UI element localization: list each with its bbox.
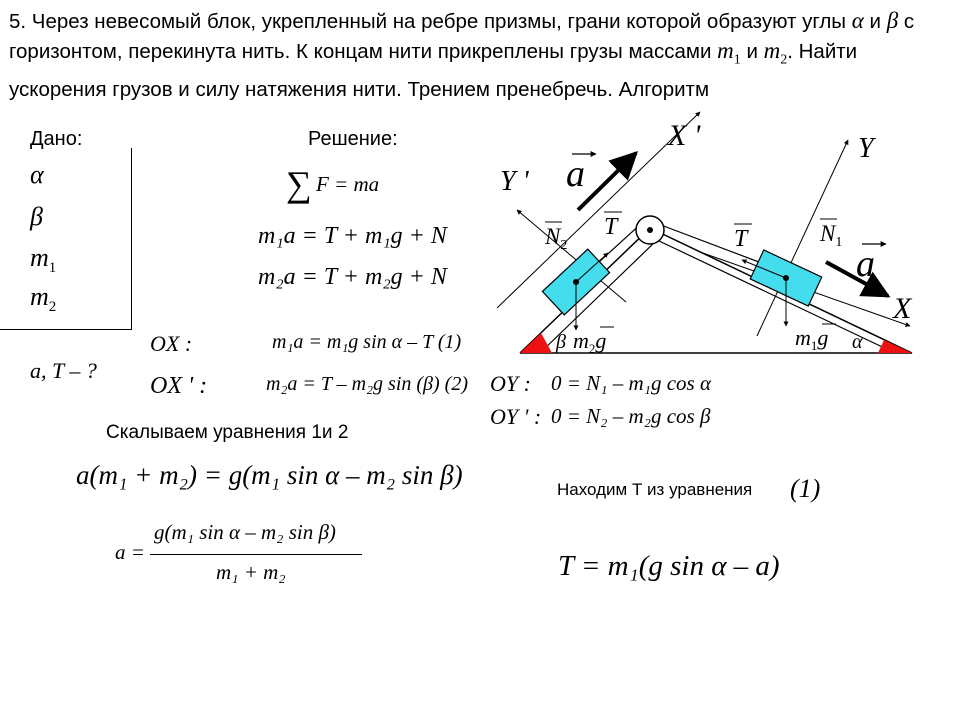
label-n1: $N_1$ — [820, 221, 843, 250]
ox-equation-1: m₁a = m₁g sin α – T (1) — [272, 331, 462, 353]
oy-equation-2: 0 = N₂ – m₂g cos β — [551, 404, 711, 428]
label-x-prime: X ' — [668, 119, 701, 152]
label-y-prime: Y ' — [500, 166, 529, 197]
problem-text-3: . Найти ускорения грузов и силу натяжения нити. Трением пренебречь. Алгоритм — [9, 40, 858, 101]
label-alpha: α — [852, 331, 863, 353]
problem-and-1: и — [869, 10, 881, 33]
oy-label: OY : — [490, 371, 531, 396]
ox-label: OX : — [150, 331, 193, 356]
find-t-reference: (1) — [790, 474, 821, 503]
label-m2g: $m_2g$ — [573, 328, 607, 356]
label-a-right: a — [856, 243, 875, 285]
beta-angle-marker — [520, 333, 552, 353]
given-m1: $m_1$ — [30, 243, 57, 277]
ox-equation-2: m₂a = T – m₂g sin (β) (2) — [266, 373, 468, 395]
given-beta: β — [30, 202, 43, 231]
problem-text-1: 5. Через невесомый блок, укрепленный на ребре призмы, грани которой образуют углы — [9, 10, 847, 33]
given-alpha: α — [30, 160, 44, 189]
newton-law: F = ma — [316, 172, 380, 196]
fraction-denominator: m₁ + m₂ — [216, 560, 286, 584]
given-m2: $m_2$ — [30, 282, 57, 316]
sum-equation: a(m₁ + m₂) = g(m₁ sin α – m₂ sin β) — [76, 460, 463, 490]
oy-equation-1: 0 = N₁ – m₁g cos α — [551, 371, 711, 395]
label-t-right: T — [734, 226, 748, 252]
label-a-left: a — [566, 153, 585, 195]
problem-and-2: и — [746, 40, 758, 63]
m2-symbol: $m_2$ — [763, 38, 788, 68]
acceleration-lhs: a = — [115, 540, 145, 564]
pulley-axle — [647, 227, 653, 233]
given-title: Дано: — [30, 128, 83, 150]
add-equations-text: Скалываем уравнения 1и 2 — [106, 422, 349, 443]
find-t-text: Находим Т из уравнения — [557, 480, 753, 499]
alpha-angle-marker — [878, 340, 912, 353]
alpha-symbol: α — [851, 8, 864, 33]
oy-prime-label: OY ' : — [490, 404, 542, 429]
m1-symbol: $m_1$ — [717, 38, 741, 68]
vector-eq-2: m₂a = T + m₂g + N — [258, 264, 447, 290]
fraction-numerator: g(m₁ sin α – m₂ sin β) — [154, 520, 336, 544]
solution-title: Решение: — [308, 128, 398, 150]
label-m1g: $m_1g$ — [795, 325, 829, 353]
ox-prime-label: OX ' : — [150, 373, 208, 399]
label-n2: $N_2$ — [545, 224, 568, 253]
problem-text-2: с горизонтом, перекинута нить. К концам нити прикреплены грузы массами — [9, 10, 915, 63]
beta-symbol: β — [886, 8, 899, 33]
vector-eq-1: m₁a = T + m₁g + N — [258, 223, 447, 249]
sum-symbol: ∑ — [286, 164, 312, 204]
label-y: Y — [858, 133, 874, 164]
label-t-left: T — [604, 214, 618, 240]
label-beta: β — [556, 331, 566, 353]
tension-result: T = m₁(g sin α – a) — [558, 550, 780, 582]
find-unknowns: a, T – ? — [30, 358, 97, 383]
label-x: X — [893, 292, 912, 325]
